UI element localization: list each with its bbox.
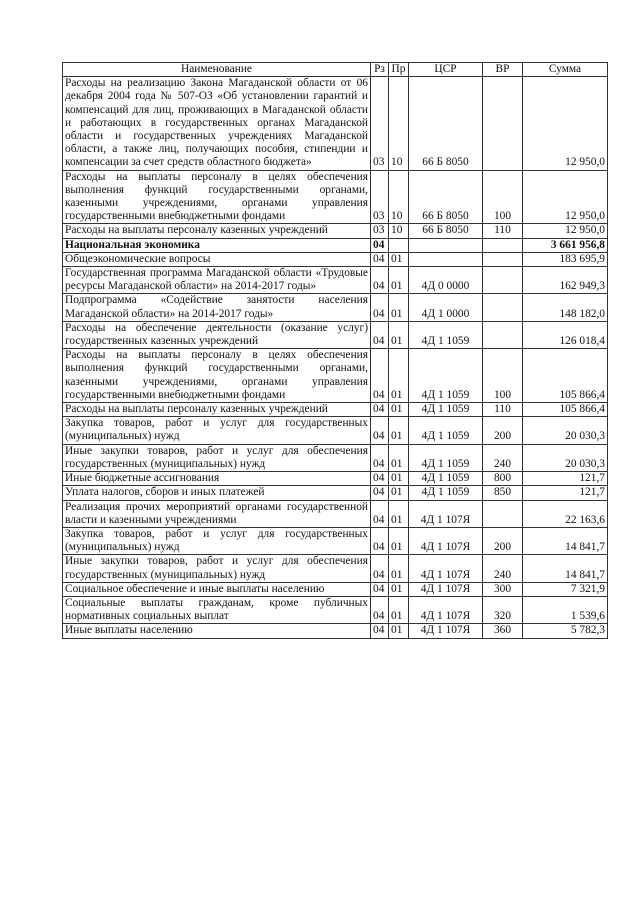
table-row	[63, 472, 608, 486]
cell-sum: 121,7	[523, 472, 608, 486]
cell-vr: 800	[483, 472, 523, 486]
cell-vr	[483, 238, 523, 252]
cell-name: Реализация прочих мероприятий органами государственной власти и казенными учреждениями	[63, 500, 371, 527]
cell-csr: 4Д 0 0000	[409, 267, 483, 294]
cell-csr: 4Д 1 1059	[409, 349, 483, 403]
header-rz: Рз	[371, 63, 389, 77]
cell-vr	[483, 321, 523, 348]
table-row	[63, 527, 608, 554]
cell-name: Государственная программа Магаданской области «Трудовые ресурсы Магаданской области» на 2014-2017 годы»	[63, 267, 371, 294]
cell-vr	[483, 267, 523, 294]
cell-rz: 04	[371, 444, 389, 471]
cell-name: Расходы на выплаты персоналу в целях обеспечения выполнения функций государственными органами, казенными учреждениями, органами управления государственными внебюджетными фондами	[63, 349, 371, 403]
table-row	[63, 555, 608, 582]
header-pr: Пр	[389, 63, 409, 77]
cell-rz: 04	[371, 472, 389, 486]
cell-sum: 12 950,0	[523, 77, 608, 170]
cell-csr: 4Д 1 107Я	[409, 582, 483, 596]
cell-rz: 04	[371, 349, 389, 403]
cell-pr: 10	[389, 224, 409, 238]
cell-vr: 200	[483, 527, 523, 554]
cell-csr: 4Д 1 107Я	[409, 500, 483, 527]
cell-rz: 04	[371, 294, 389, 321]
cell-pr: 01	[389, 267, 409, 294]
cell-pr: 01	[389, 444, 409, 471]
cell-sum: 5 782,3	[523, 624, 608, 638]
cell-rz: 04	[371, 500, 389, 527]
cell-vr: 360	[483, 624, 523, 638]
cell-rz: 04	[371, 596, 389, 623]
cell-rz: 04	[371, 555, 389, 582]
cell-name: Расходы на реализацию Закона Магаданской области от 06 декабря 2004 года № 507-ОЗ «Об установлении гарантий и компенсаций для лиц, проживающих в Магаданской области и работающих в государственных органах Магаданской области и государственных учреждениях Магаданской области, а также лиц, получающих пособия, стипендии и компенсации за счет средств областного бюджета»	[63, 77, 371, 170]
table-row	[63, 596, 608, 623]
cell-csr: 4Д 1 1059	[409, 444, 483, 471]
cell-vr	[483, 500, 523, 527]
cell-csr: 4Д 1 1059	[409, 321, 483, 348]
cell-vr: 240	[483, 444, 523, 471]
cell-csr	[409, 238, 483, 252]
table-row	[63, 403, 608, 417]
cell-csr: 66 Б 8050	[409, 170, 483, 224]
cell-sum: 14 841,7	[523, 555, 608, 582]
cell-csr: 66 Б 8050	[409, 77, 483, 170]
cell-vr	[483, 294, 523, 321]
cell-pr: 01	[389, 555, 409, 582]
cell-name: Национальная экономика	[63, 238, 371, 252]
cell-name: Подпрограмма «Содействие занятости населения Магаданской области» на 2014-2017 годы»	[63, 294, 371, 321]
table-row	[63, 224, 608, 238]
cell-rz: 03	[371, 77, 389, 170]
cell-vr: 300	[483, 582, 523, 596]
cell-sum: 22 163,6	[523, 500, 608, 527]
table-row	[63, 417, 608, 444]
cell-pr: 01	[389, 321, 409, 348]
cell-sum: 148 182,0	[523, 294, 608, 321]
table-row	[63, 500, 608, 527]
cell-sum: 20 030,3	[523, 417, 608, 444]
cell-rz: 03	[371, 224, 389, 238]
cell-csr	[409, 252, 483, 266]
cell-sum: 105 866,4	[523, 403, 608, 417]
cell-rz: 04	[371, 403, 389, 417]
table-row	[63, 267, 608, 294]
cell-rz: 03	[371, 170, 389, 224]
cell-csr: 4Д 1 1059	[409, 486, 483, 500]
table-body	[63, 77, 608, 638]
cell-rz: 04	[371, 417, 389, 444]
table-header-row	[63, 63, 608, 77]
cell-pr: 01	[389, 417, 409, 444]
cell-vr: 100	[483, 170, 523, 224]
cell-vr	[483, 252, 523, 266]
table-row	[63, 582, 608, 596]
cell-name: Расходы на выплаты персоналу казенных учреждений	[63, 224, 371, 238]
cell-csr: 4Д 1 1059	[409, 403, 483, 417]
cell-rz: 04	[371, 486, 389, 500]
table-row	[63, 624, 608, 638]
cell-vr: 850	[483, 486, 523, 500]
table-row	[63, 77, 608, 170]
table-row	[63, 486, 608, 500]
cell-vr: 100	[483, 349, 523, 403]
cell-csr: 4Д 1 107Я	[409, 555, 483, 582]
cell-pr: 10	[389, 170, 409, 224]
cell-rz: 04	[371, 267, 389, 294]
cell-csr: 4Д 1 107Я	[409, 596, 483, 623]
table-row	[63, 294, 608, 321]
cell-rz: 04	[371, 252, 389, 266]
cell-sum: 20 030,3	[523, 444, 608, 471]
cell-csr: 4Д 1 1059	[409, 472, 483, 486]
table-row	[63, 170, 608, 224]
cell-vr	[483, 77, 523, 170]
header-vr: ВР	[483, 63, 523, 77]
cell-name: Социальные выплаты гражданам, кроме публичных нормативных социальных выплат	[63, 596, 371, 623]
cell-sum: 121,7	[523, 486, 608, 500]
cell-sum: 162 949,3	[523, 267, 608, 294]
cell-rz: 04	[371, 624, 389, 638]
header-csr: ЦСР	[409, 63, 483, 77]
cell-pr	[389, 238, 409, 252]
cell-name: Расходы на обеспечение деятельности (оказание услуг) государственных казенных учреждений	[63, 321, 371, 348]
cell-name: Иные закупки товаров, работ и услуг для обеспечения государственных (муниципальных) нужд	[63, 555, 371, 582]
cell-vr: 200	[483, 417, 523, 444]
cell-pr: 01	[389, 596, 409, 623]
cell-name: Иные выплаты населению	[63, 624, 371, 638]
cell-pr: 01	[389, 500, 409, 527]
cell-csr: 4Д 1 0000	[409, 294, 483, 321]
cell-pr: 01	[389, 527, 409, 554]
cell-name: Иные закупки товаров, работ и услуг для обеспечения государственных (муниципальных) нужд	[63, 444, 371, 471]
cell-csr: 66 Б 8050	[409, 224, 483, 238]
cell-vr: 320	[483, 596, 523, 623]
cell-rz: 04	[371, 527, 389, 554]
cell-rz: 04	[371, 238, 389, 252]
cell-pr: 01	[389, 349, 409, 403]
cell-name: Социальное обеспечение и иные выплаты населению	[63, 582, 371, 596]
table-row	[63, 252, 608, 266]
cell-name: Общеэкономические вопросы	[63, 252, 371, 266]
cell-sum: 7 321,9	[523, 582, 608, 596]
cell-pr: 01	[389, 582, 409, 596]
cell-csr: 4Д 1 107Я	[409, 624, 483, 638]
budget-table	[62, 62, 608, 639]
cell-name: Иные бюджетные ассигнования	[63, 472, 371, 486]
cell-pr: 01	[389, 486, 409, 500]
cell-pr: 01	[389, 403, 409, 417]
cell-sum: 105 866,4	[523, 349, 608, 403]
cell-pr: 01	[389, 294, 409, 321]
cell-vr: 110	[483, 403, 523, 417]
cell-name: Закупка товаров, работ и услуг для государственных (муниципальных) нужд	[63, 527, 371, 554]
cell-name: Расходы на выплаты персоналу в целях обеспечения выполнения функций государственными органами, казенными учреждениями, органами управления государственными внебюджетными фондами	[63, 170, 371, 224]
table-row	[63, 321, 608, 348]
cell-name: Расходы на выплаты персоналу казенных учреждений	[63, 403, 371, 417]
table-row	[63, 349, 608, 403]
header-name: Наименование	[63, 63, 371, 77]
cell-sum: 183 695,9	[523, 252, 608, 266]
cell-rz: 04	[371, 321, 389, 348]
table-row	[63, 444, 608, 471]
cell-rz: 04	[371, 582, 389, 596]
document-page	[62, 62, 607, 639]
cell-name: Уплата налогов, сборов и иных платежей	[63, 486, 371, 500]
cell-sum: 12 950,0	[523, 224, 608, 238]
cell-sum: 12 950,0	[523, 170, 608, 224]
cell-sum: 3 661 956,8	[523, 238, 608, 252]
cell-pr: 01	[389, 252, 409, 266]
cell-pr: 01	[389, 624, 409, 638]
cell-name: Закупка товаров, работ и услуг для государственных (муниципальных) нужд	[63, 417, 371, 444]
cell-vr: 240	[483, 555, 523, 582]
cell-sum: 126 018,4	[523, 321, 608, 348]
table-row	[63, 238, 608, 252]
header-sum: Сумма	[523, 63, 608, 77]
cell-csr: 4Д 1 107Я	[409, 527, 483, 554]
cell-vr: 110	[483, 224, 523, 238]
cell-sum: 14 841,7	[523, 527, 608, 554]
cell-sum: 1 539,6	[523, 596, 608, 623]
cell-pr: 10	[389, 77, 409, 170]
cell-csr: 4Д 1 1059	[409, 417, 483, 444]
cell-pr: 01	[389, 472, 409, 486]
